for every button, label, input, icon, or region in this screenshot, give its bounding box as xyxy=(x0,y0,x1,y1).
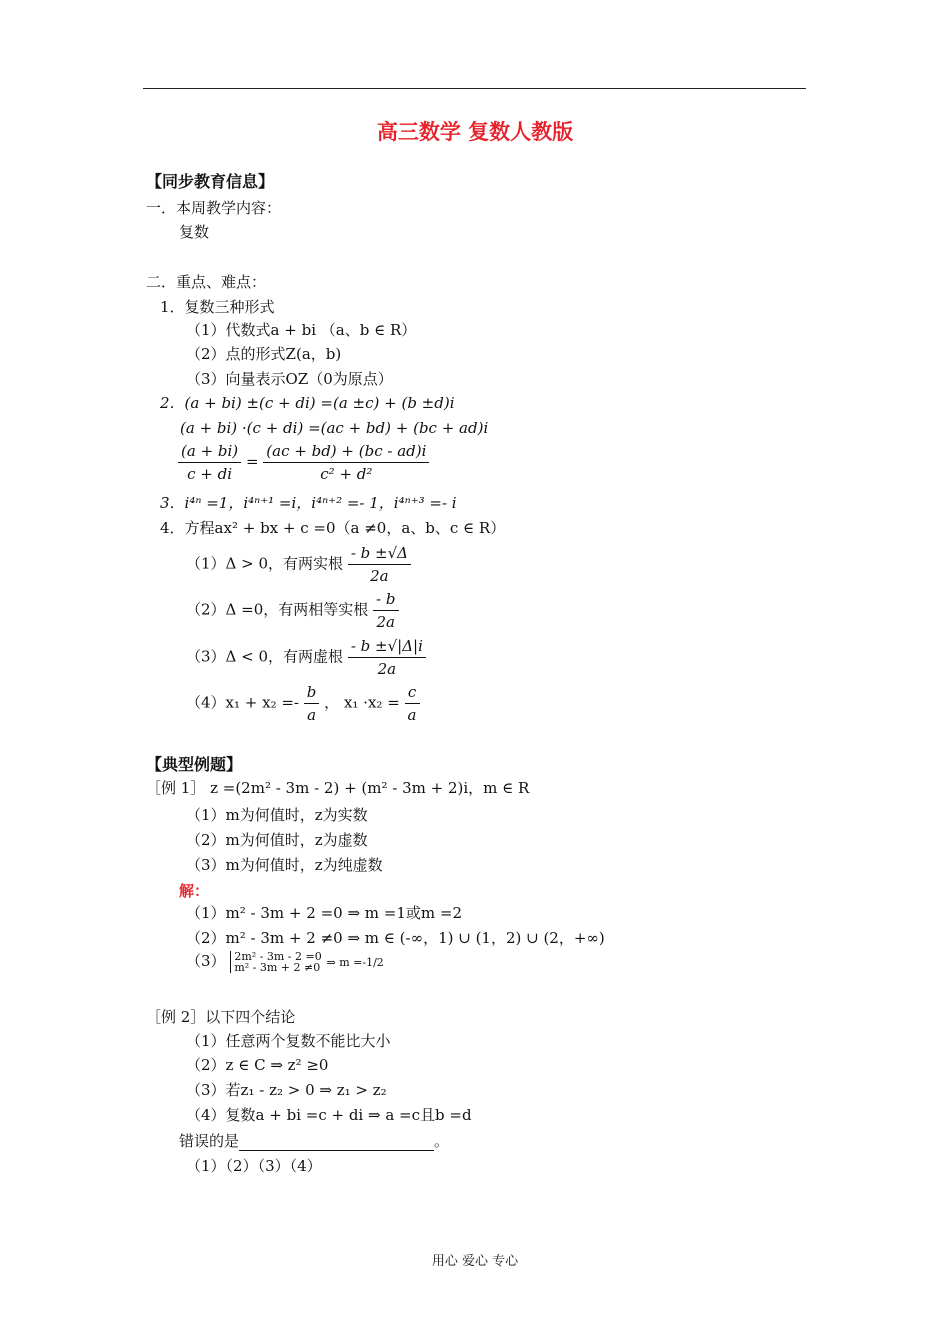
example-2-answer: （1）（2）（3）（4） xyxy=(186,1157,322,1175)
example-2-stem: ［例 2］以下四个结论 xyxy=(146,1008,296,1026)
s1-heading: 一．本周教学内容： xyxy=(146,199,282,217)
root-frac-2: $\frac{- b}{2a}$ xyxy=(373,588,398,633)
item-4-2: （2）Δ =0，有两相等实根 $\frac{- b}{2a}$ xyxy=(186,588,399,633)
item-1: 1．复数三种形式 xyxy=(160,298,275,316)
item-1-1: （1）代数式a + bi （a、b ∈ R） xyxy=(186,321,417,339)
item-2-mul: (a + bi) ·(c + di) =(ac + bd) + (bc + ad)i xyxy=(180,419,489,437)
example-2-q2: （2）z ∈ C ⇒ z² ≥0 xyxy=(186,1056,329,1074)
vieta-frac-2: $\frac{c}{a}$ xyxy=(405,681,420,726)
system-eq-2: m² - 3m + 2 ≠0 xyxy=(234,961,321,974)
answer-blank xyxy=(239,1134,434,1151)
section-heading-examples: 【典型例题】 xyxy=(146,755,243,774)
system-eq-1: 2m² - 3m - 2 =0 xyxy=(234,950,322,963)
item-4-1: （1）Δ > 0，有两实根 $\frac{- b \pm√\Delta}{2a}$ xyxy=(186,542,411,587)
example-1-stem: ［例 1］ z =(2m² - 3m - 2) + (m² - 3m + 2)i，m ∈ R xyxy=(146,779,530,797)
page-title: 高三数学 复数人教版 xyxy=(376,120,574,144)
item-4-4: （4）x₁ + x₂ =- $\frac{b}{a}$ ， x₁ ·x₂ = $\frac{c}{a}$ xyxy=(186,681,420,726)
section-heading-info: 【同步教育信息】 xyxy=(146,172,275,191)
item-4-3: （3）Δ < 0，有两虚根 $\frac{- b \pm√|\Delta|i}{2a}$ xyxy=(186,635,426,680)
example-1-a1: （1）m² - 3m + 2 =0 ⇒ m =1或m =2 xyxy=(186,904,462,922)
example-1-a3: （3） 2m² - 3m - 2 =0 m² - 3m + 2 ≠0 ⇒ m =-1/2 xyxy=(186,950,384,974)
div-frac-left: $\frac{(a + bi)}{c + di}$ xyxy=(178,440,241,485)
s1-body: 复数 xyxy=(179,223,210,241)
system-result: ⇒ m =-1/2 xyxy=(326,956,384,969)
item-2-add: 2．(a + bi) ±(c + di) =(a ±c) + (b ±d)i xyxy=(160,394,455,412)
div-frac-right: $\frac{(ac + bd) + (bc - ad)i}{\text{c² + d²}}$ xyxy=(263,440,429,485)
s2-heading: 二．重点、难点： xyxy=(146,273,267,291)
header-rule xyxy=(143,88,806,89)
vieta-frac-1: $\frac{b}{a}$ xyxy=(304,681,320,726)
example-2-q1: （1）任意两个复数不能比大小 xyxy=(186,1032,391,1050)
example-1-q2: （2）m为何值时，z为虚数 xyxy=(186,831,368,849)
item-1-3: （3）向量表示OZ（0为原点） xyxy=(186,370,393,388)
item-3: 3．i⁴ⁿ =1，i⁴ⁿ⁺¹ =i，i⁴ⁿ⁺² =- 1，i⁴ⁿ⁺³ =- i xyxy=(160,494,457,512)
solution-label: 解： xyxy=(179,882,210,900)
item-2-div: $\frac{(a + bi)}{c + di}$ = $\frac{(ac + bd) + (bc - ad)i}{\text{c² + d²}}$ xyxy=(178,440,429,485)
example-1-q3: （3）m为何值时，z为纯虚数 xyxy=(186,856,383,874)
example-1-q1: （1）m为何值时，z为实数 xyxy=(186,806,368,824)
item-4: 4．方程ax² + bx + c =0（a ≠0，a、b、c ∈ R） xyxy=(160,519,506,537)
root-frac-3: $\frac{- b \pm√|\Delta|i}{2a}$ xyxy=(348,635,426,680)
root-frac-1: $\frac{- b \pm√\Delta}{2a}$ xyxy=(348,542,411,587)
example-2-q3: （3）若z₁ - z₂ > 0 ⇒ z₁ > z₂ xyxy=(186,1081,387,1099)
item-1-2: （2）点的形式Z(a，b) xyxy=(186,345,342,363)
example-2-prompt: 错误的是 。 xyxy=(179,1132,450,1150)
example-1-a2: （2）m² - 3m + 2 ≠0 ⇒ m ∈ (-∞，1) ∪ (1，2) ∪ (2，+∞) xyxy=(186,929,605,947)
page-footer: 用心 爱心 专心 xyxy=(431,1254,519,1269)
example-2-q4: （4）复数a + bi =c + di ⇒ a =c且b =d xyxy=(186,1106,472,1124)
